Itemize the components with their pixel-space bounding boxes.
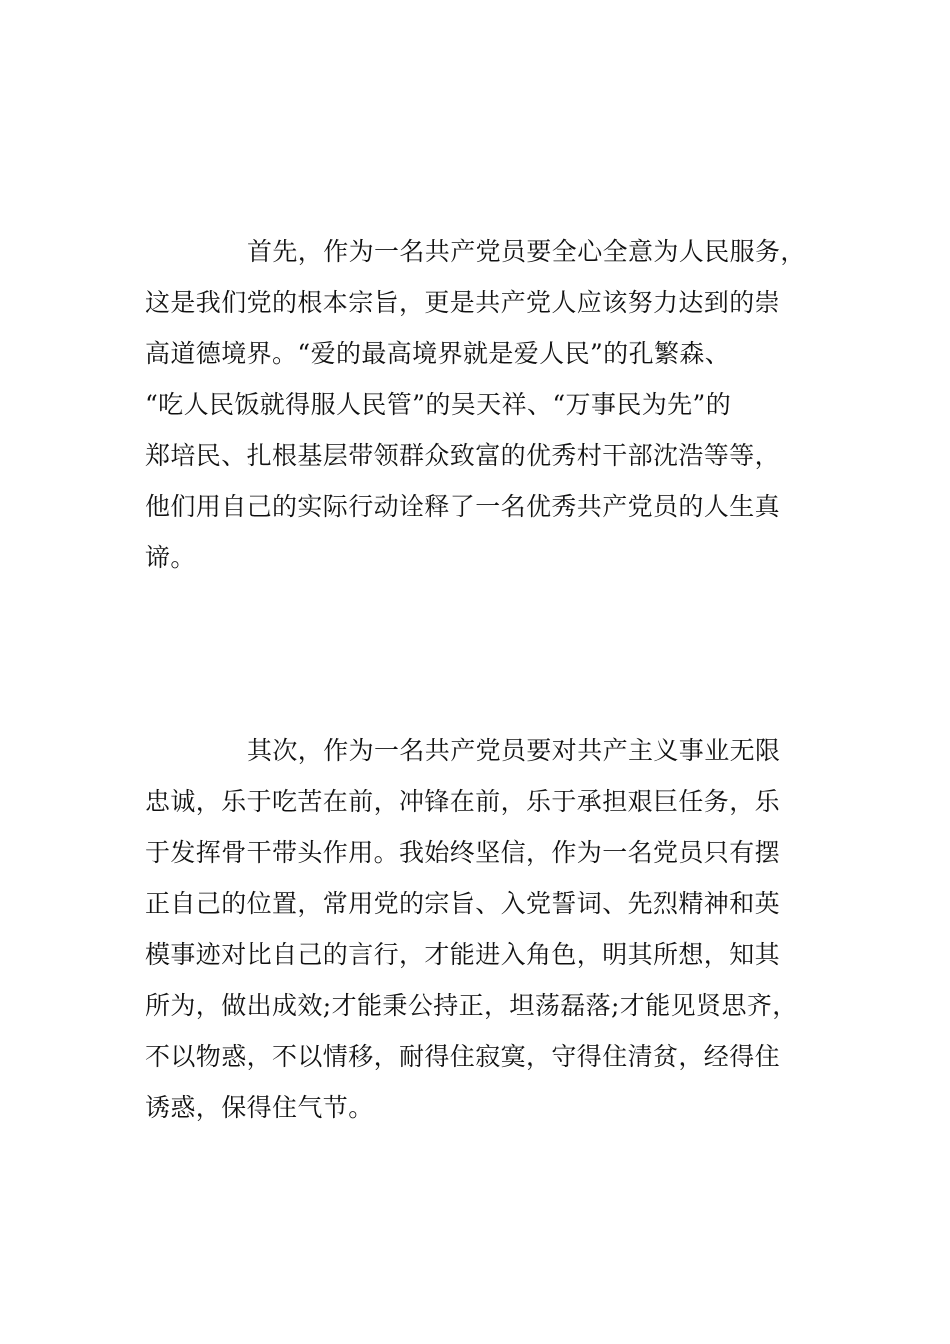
paragraph-line: 高道德境界。“爱的最高境界就是爱人民”的孔繁森、 (145, 339, 731, 368)
paragraph-line: 模事迹对比自己的言行，才能进入角色，明其所想，知其 (145, 940, 781, 969)
paragraph-line: 其次，作为一名共产党员要对共产主义事业无限 (247, 736, 781, 765)
paragraph-line: 正自己的位置，常用党的宗旨、入党誓词、先烈精神和英 (145, 889, 781, 918)
paragraph-line: 诱惑，保得住气节。 (145, 1093, 374, 1122)
paragraph-line: 这是我们党的根本宗旨，更是共产党人应该努力达到的崇 (145, 288, 781, 317)
paragraph-line: “吃人民饭就得服人民管”的吴天祥、“万事民为先”的 (145, 390, 732, 419)
paragraph-line: 忠诚，乐于吃苦在前，冲锋在前，乐于承担艰巨任务，乐 (145, 787, 781, 816)
paragraph-line: 于发挥骨干带头作用。我始终坚信，作为一名党员只有摆 (145, 838, 781, 867)
paragraph-line: 所为，做出成效;才能秉公持正，坦荡磊落;才能见贤思齐， (145, 991, 798, 1020)
paragraph-line: 他们用自己的实际行动诠释了一名优秀共产党员的人生真 (145, 492, 781, 521)
paragraph-line: 谛。 (145, 543, 196, 572)
paragraph-second (145, 725, 825, 1133)
paragraph-line: 首先，作为一名共产党员要全心全意为人民服务， (247, 237, 806, 266)
paragraph-line: 不以物惑，不以情移，耐得住寂寞，守得住清贫，经得住 (145, 1042, 781, 1071)
paragraph-first (145, 226, 825, 583)
paragraph-line: 郑培民、扎根基层带领群众致富的优秀村干部沈浩等等， (145, 441, 781, 470)
